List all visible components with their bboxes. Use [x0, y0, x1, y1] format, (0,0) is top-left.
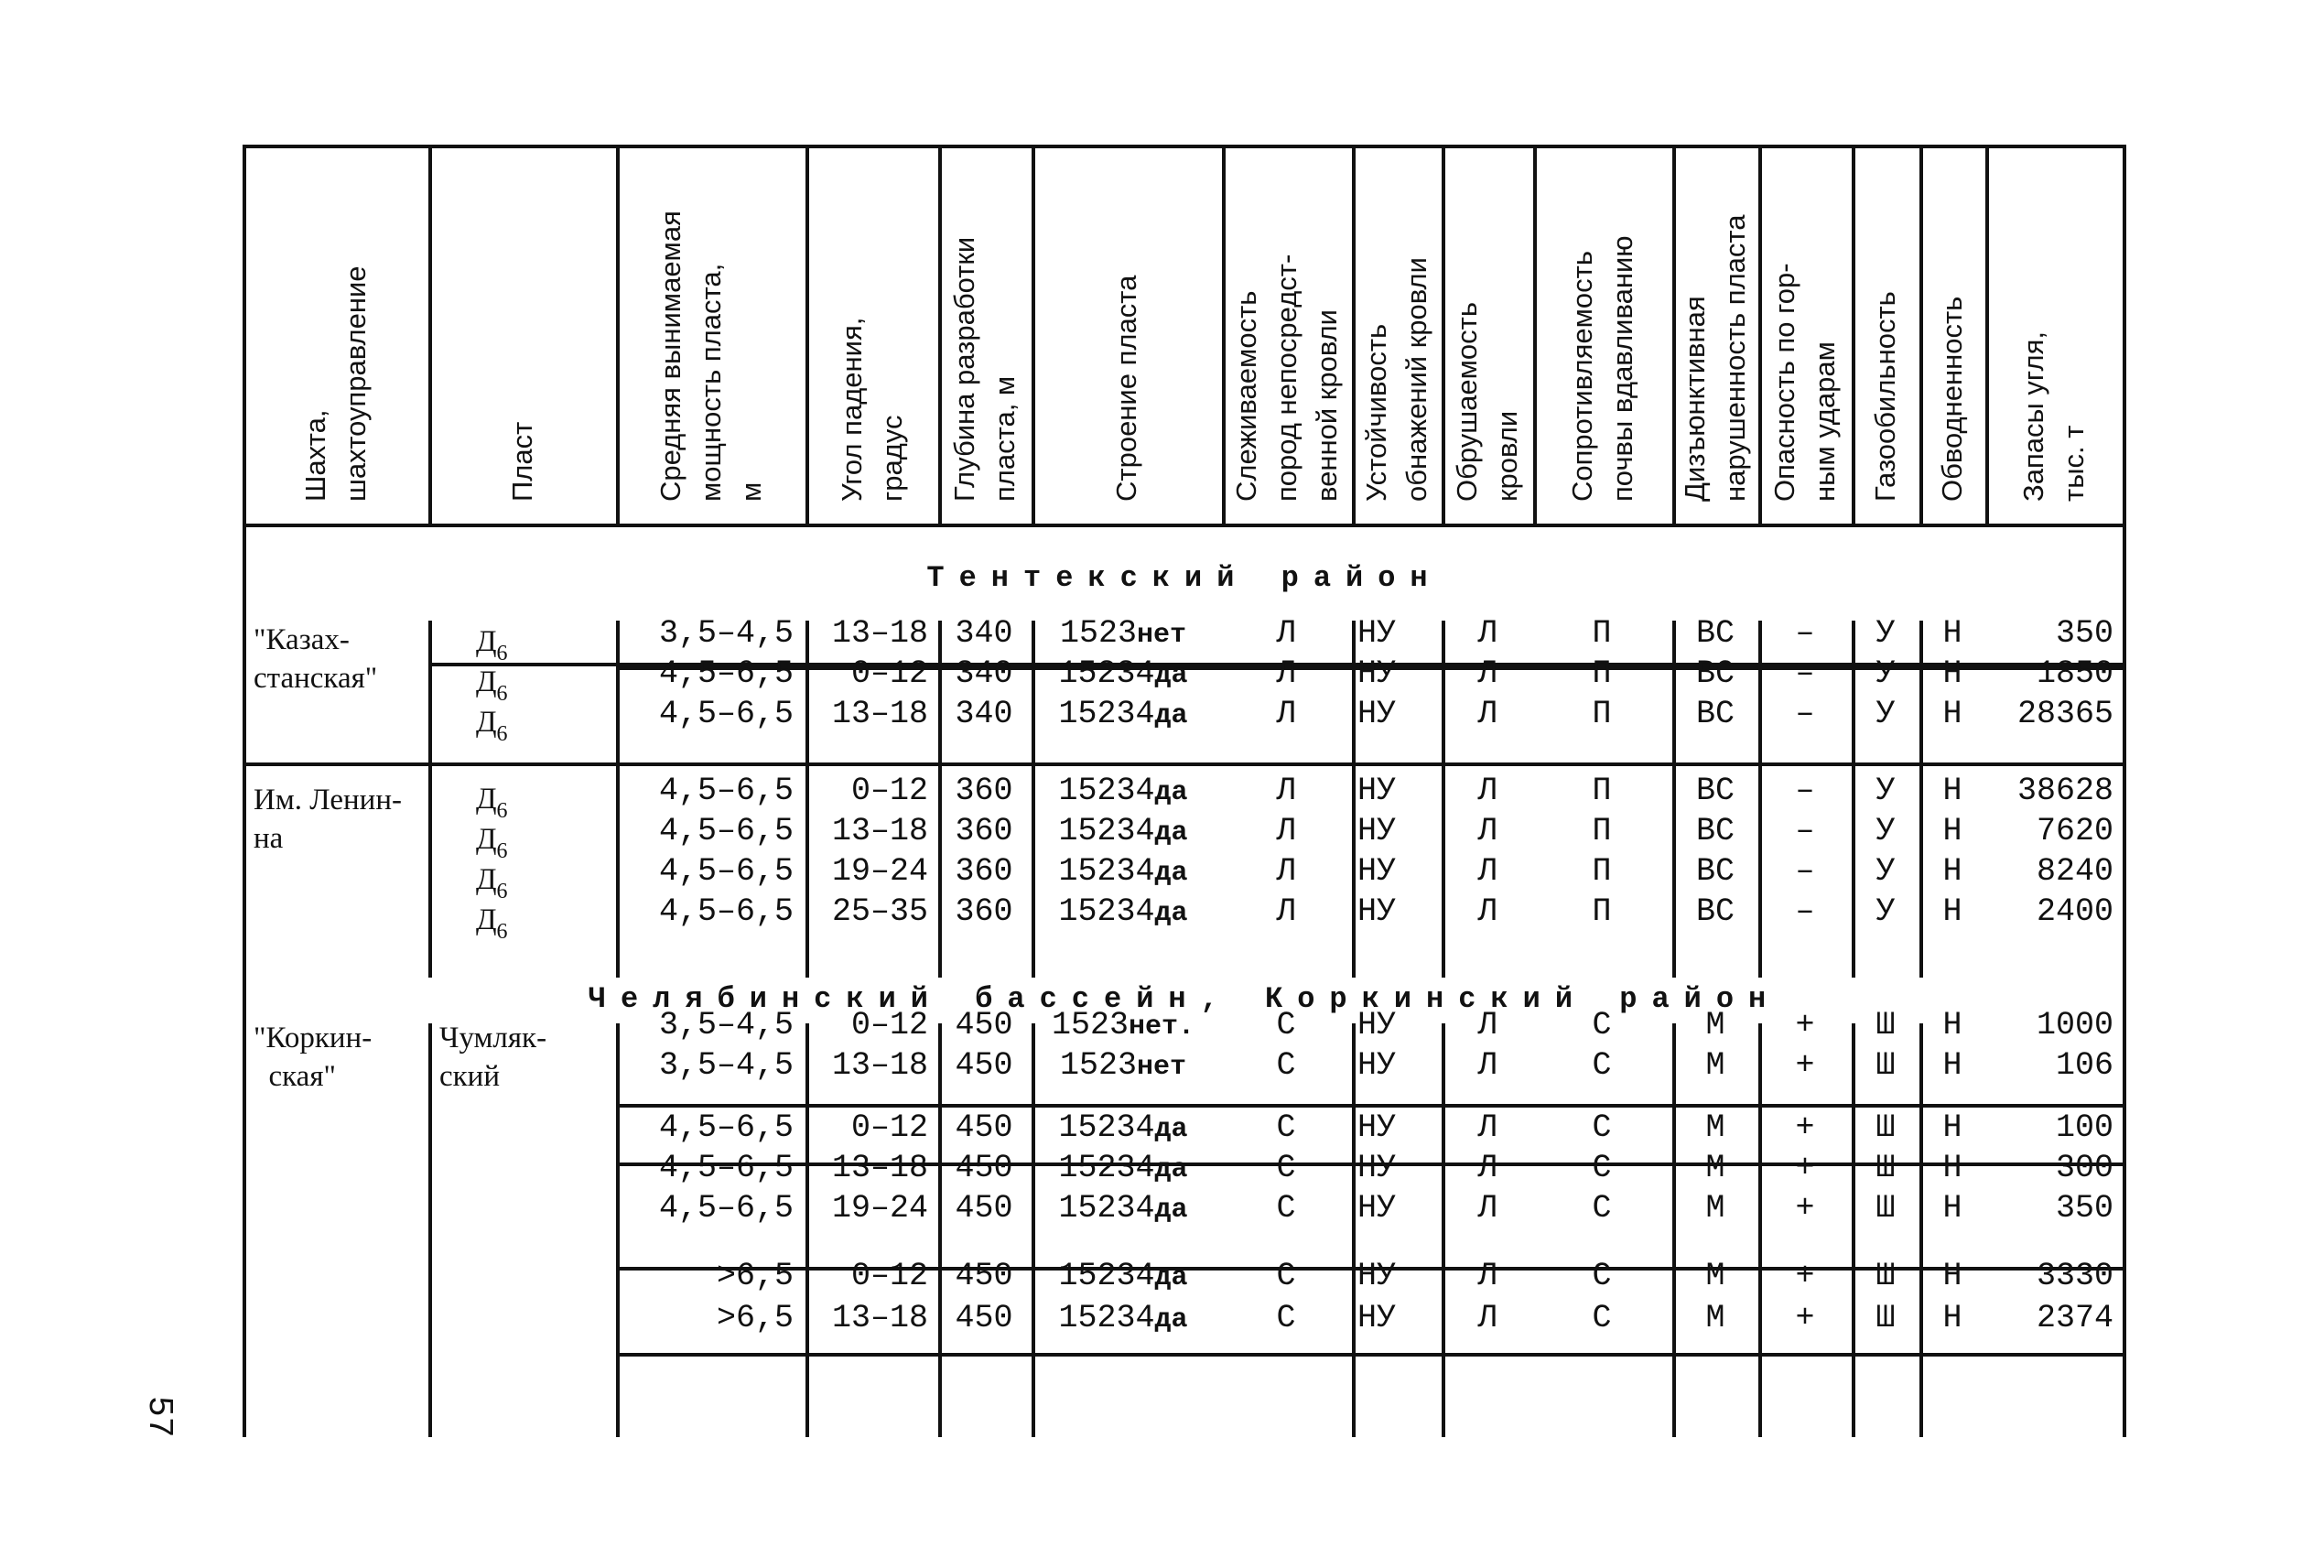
table-cell: С: [1592, 1258, 1612, 1294]
body-col-rule: [1442, 621, 1445, 978]
table-cell: С: [1276, 1300, 1296, 1336]
table-cell: М: [1705, 1047, 1725, 1084]
body-col-rule: [1352, 621, 1356, 978]
table-cell: 1000: [2036, 1007, 2113, 1044]
structure-cell: [1032, 1108, 1215, 1150]
table-cell: С: [1592, 1190, 1612, 1227]
header-cell-0: Шахта, шахтоуправление: [298, 265, 372, 502]
table-cell: Л: [1276, 655, 1296, 692]
table-cell: М: [1705, 1300, 1725, 1336]
body-col-rule: [1919, 621, 1923, 978]
table-cell: Ш: [1875, 1150, 1896, 1186]
table-cell: 19–24: [831, 1190, 928, 1227]
table-cell: 450: [955, 1300, 1013, 1336]
body-col-rule: [805, 621, 809, 978]
table-cell: 0–12: [850, 773, 928, 809]
structure-code: 15234: [1058, 696, 1155, 732]
table-cell: 13–18: [831, 1047, 928, 1084]
table-cell: С: [1276, 1258, 1296, 1294]
table-cell: НУ: [1357, 1150, 1397, 1186]
table-cell: ВС: [1695, 853, 1735, 890]
table-cell: –: [1795, 893, 1815, 930]
table-cell: 100: [2055, 1109, 2113, 1146]
seam-subscript: 6: [496, 799, 508, 823]
table-cell: Л: [1477, 1258, 1497, 1294]
table-cell: 4,5–6,5: [658, 853, 794, 890]
mine-name: "Казах- станская": [254, 623, 378, 695]
body-col-rule: [1672, 621, 1676, 978]
table-cell: 450: [955, 1007, 1013, 1044]
body-col-rule: [1758, 621, 1762, 978]
table-cell: 350: [2055, 615, 2113, 652]
table-cell: 7620: [2036, 813, 2113, 849]
table-cell: НУ: [1357, 773, 1397, 809]
structure-code: 1523: [1059, 1047, 1137, 1084]
structure-flag: да: [1154, 1262, 1188, 1293]
table-cell: Н: [1942, 893, 1962, 930]
body-col-rule: [428, 621, 432, 978]
table-cell: 13–18: [831, 813, 928, 849]
table-cell: Л: [1477, 773, 1497, 809]
header-cell-11: Опасность по гор- ным ударам: [1768, 263, 1841, 502]
structure-cell: [1032, 1005, 1215, 1047]
structure-code: 15234: [1058, 813, 1155, 849]
header-cell-9: Сопротивляемость почвы вдавливанию: [1566, 235, 1638, 502]
table-cell: 340: [955, 615, 1013, 652]
structure-code: 1523: [1059, 615, 1137, 652]
table-cell: НУ: [1357, 655, 1397, 692]
table-cell: 28365: [2016, 696, 2113, 732]
table-cell: М: [1705, 1258, 1725, 1294]
table-cell: Ш: [1875, 1007, 1896, 1044]
structure-flag: да: [1154, 1154, 1188, 1185]
table-cell: 2374: [2036, 1300, 2113, 1336]
body-col-rule: [1919, 1023, 1923, 1437]
body-col-rule: [938, 621, 942, 978]
structure-flag: да: [1154, 1304, 1188, 1336]
table-cell: 360: [955, 813, 1013, 849]
header-cell-12: Газообильность: [1869, 291, 1901, 502]
body-col-rule: [616, 621, 620, 978]
body-col-rule: [243, 527, 246, 1437]
table-cell: Н: [1942, 813, 1962, 849]
table-cell: Н: [1942, 655, 1962, 692]
table-cell: Н: [1942, 1109, 1962, 1146]
header-cell-2: Средняя вынимаемая мощность пласта, м: [654, 211, 767, 502]
table-cell: НУ: [1357, 853, 1397, 890]
header-cell-1: Пласт: [505, 421, 538, 502]
body-col-rule: [1352, 1023, 1356, 1437]
page-number: 57: [139, 1396, 178, 1438]
table-cell: –: [1795, 615, 1815, 652]
structure-flag: нет.: [1129, 1011, 1195, 1043]
structure-code: 1523: [1051, 1007, 1129, 1044]
table-cell: Л: [1276, 696, 1296, 732]
table-cell: 3,5–4,5: [658, 1047, 794, 1084]
table-cell: –: [1795, 813, 1815, 849]
table-cell: Л: [1477, 853, 1497, 890]
table-cell: Л: [1276, 773, 1296, 809]
structure-cell: [1032, 1188, 1215, 1230]
body-col-rule: [1852, 621, 1855, 978]
table-cell: 340: [955, 696, 1013, 732]
table-cell: М: [1705, 1190, 1725, 1227]
structure-flag: да: [1154, 777, 1188, 808]
table-cell: П: [1592, 773, 1612, 809]
body-col-rule: [1442, 1023, 1445, 1437]
table-cell: Л: [1477, 1047, 1497, 1084]
table-cell: С: [1276, 1150, 1296, 1186]
data-table: [243, 145, 2126, 1437]
structure-flag: нет: [1137, 620, 1187, 651]
table-cell: У: [1875, 615, 1896, 652]
header-cell-6: Слеживаемость пород непосредст- венной кровли: [1230, 254, 1343, 502]
table-cell: Л: [1477, 1190, 1497, 1227]
structure-flag: нет: [1137, 1052, 1187, 1083]
structure-code: 15234: [1058, 1109, 1155, 1146]
table-cell: У: [1875, 773, 1896, 809]
table-cell: НУ: [1357, 1258, 1397, 1294]
table-cell: П: [1592, 655, 1612, 692]
table-cell: Н: [1942, 773, 1962, 809]
table-cell: +: [1795, 1190, 1815, 1227]
table-cell: Л: [1477, 813, 1497, 849]
table-cell: С: [1276, 1047, 1296, 1084]
table-cell: НУ: [1357, 1190, 1397, 1227]
table-cell: Л: [1276, 813, 1296, 849]
mine-name: "Коркин- ская": [254, 1022, 373, 1093]
structure-cell: [1032, 1148, 1215, 1190]
seam-label: [476, 901, 508, 951]
table-cell: НУ: [1357, 1047, 1397, 1084]
table-cell: Л: [1477, 1150, 1497, 1186]
table-cell: 450: [955, 1258, 1013, 1294]
table-cell: Ш: [1875, 1047, 1896, 1084]
structure-cell: [1032, 1256, 1215, 1298]
table-cell: НУ: [1357, 615, 1397, 652]
structure-cell: [1032, 811, 1215, 853]
structure-code: 15234: [1058, 655, 1155, 692]
table-cell: 0–12: [850, 655, 928, 692]
table-cell: ВС: [1695, 773, 1735, 809]
table-cell: +: [1795, 1007, 1815, 1044]
table-cell: 3,5–4,5: [658, 615, 794, 652]
body-col-rule: [616, 1023, 620, 1437]
table-cell: >6,5: [716, 1300, 794, 1336]
table-cell: 13–18: [831, 615, 928, 652]
table-cell: +: [1795, 1047, 1815, 1084]
structure-flag: да: [1154, 858, 1188, 889]
structure-code: 15234: [1058, 1190, 1155, 1227]
structure-code: 15234: [1058, 1258, 1155, 1294]
table-cell: +: [1795, 1300, 1815, 1336]
table-cell: +: [1795, 1109, 1815, 1146]
table-cell: 4,5–6,5: [658, 1109, 794, 1146]
table-cell: НУ: [1357, 813, 1397, 849]
structure-flag: да: [1154, 817, 1188, 849]
table-cell: 38628: [2016, 773, 2113, 809]
table-cell: Н: [1942, 1190, 1962, 1227]
table-cell: ВС: [1695, 615, 1735, 652]
structure-flag: да: [1154, 700, 1188, 731]
table-cell: ВС: [1695, 655, 1735, 692]
structure-code: 15234: [1058, 1300, 1155, 1336]
table-cell: С: [1592, 1047, 1612, 1084]
table-cell: 2400: [2036, 893, 2113, 930]
body-col-rule: [938, 1023, 942, 1437]
table-cell: НУ: [1357, 1300, 1397, 1336]
table-cell: >6,5: [716, 1258, 794, 1294]
header-cell-3: Угол падения, градус: [835, 317, 908, 502]
structure-cell: [1032, 694, 1215, 736]
structure-cell: [1032, 892, 1215, 934]
table-cell: Л: [1477, 615, 1497, 652]
table-cell: П: [1592, 813, 1612, 849]
table-cell: 13–18: [831, 1150, 928, 1186]
table-cell: 350: [2055, 1190, 2113, 1227]
table-cell: 3,5–4,5: [658, 1007, 794, 1044]
header-cell-10: Дизъюнктивная нарушенность пласта: [1679, 214, 1751, 502]
table-cell: У: [1875, 893, 1896, 930]
seam-letter: Д: [476, 625, 497, 658]
table-cell: ВС: [1695, 696, 1735, 732]
header-cell-5: Строение пласта: [1110, 275, 1142, 502]
body-col-rule: [1852, 1023, 1855, 1437]
table-cell: 106: [2055, 1047, 2113, 1084]
table-cell: Л: [1477, 655, 1497, 692]
table-cell: У: [1875, 655, 1896, 692]
table-cell: Ш: [1875, 1300, 1896, 1336]
structure-code: 15234: [1058, 773, 1155, 809]
table-cell: У: [1875, 853, 1896, 890]
table-cell: 3330: [2036, 1258, 2113, 1294]
table-cell: Ш: [1875, 1258, 1896, 1294]
header-cell-4: Глубина разработки пласта, м: [948, 236, 1021, 502]
table-cell: Ш: [1875, 1109, 1896, 1146]
table-cell: +: [1795, 1150, 1815, 1186]
table-cell: Н: [1942, 615, 1962, 652]
table-cell: С: [1276, 1007, 1296, 1044]
seam-subscript: 6: [496, 642, 508, 665]
mine-name: Им. Ленин- на: [254, 784, 402, 855]
structure-cell: [1032, 613, 1215, 655]
table-cell: 0–12: [850, 1258, 928, 1294]
table-cell: П: [1592, 853, 1612, 890]
table-cell: Н: [1942, 1258, 1962, 1294]
body-row-rule: [243, 762, 2126, 766]
structure-flag: да: [1154, 1114, 1188, 1145]
table-cell: 13–18: [831, 1300, 928, 1336]
structure-flag: да: [1154, 898, 1188, 929]
header-cell-8: Обрушаемость кровли: [1451, 301, 1523, 502]
table-cell: –: [1795, 696, 1815, 732]
table-cell: С: [1592, 1300, 1612, 1336]
table-cell: Л: [1276, 853, 1296, 890]
table-cell: У: [1875, 696, 1896, 732]
table-cell: М: [1705, 1150, 1725, 1186]
seam-subscript: 6: [496, 722, 508, 746]
seam-letter: Д: [476, 903, 497, 936]
structure-cell: [1032, 771, 1215, 813]
table-cell: 4,5–6,5: [658, 773, 794, 809]
seam-label: [476, 703, 508, 753]
table-cell: НУ: [1357, 696, 1397, 732]
seam-subscript: 6: [496, 839, 508, 863]
structure-cell: [1032, 851, 1215, 893]
seam-label: Чумляк- ский: [439, 1022, 547, 1093]
table-cell: НУ: [1357, 893, 1397, 930]
structure-cell: [1032, 1298, 1215, 1340]
table-cell: 8240: [2036, 853, 2113, 890]
table-cell: 450: [955, 1150, 1013, 1186]
table-cell: –: [1795, 655, 1815, 692]
seam-letter: Д: [476, 783, 497, 816]
table-cell: 4,5–6,5: [658, 1190, 794, 1227]
body-col-rule: [428, 1023, 432, 1437]
seam-letter: Д: [476, 823, 497, 856]
table-cell: Н: [1942, 696, 1962, 732]
header-cell-7: Устойчивость обнажений кровли: [1360, 257, 1432, 502]
table-cell: 4,5–6,5: [658, 813, 794, 849]
body-row-rule: [616, 1353, 2126, 1357]
table-cell: 450: [955, 1109, 1013, 1146]
table-cell: М: [1705, 1109, 1725, 1146]
structure-flag: да: [1154, 660, 1188, 691]
table-cell: НУ: [1357, 1007, 1397, 1044]
table-cell: Л: [1276, 615, 1296, 652]
table-cell: 360: [955, 773, 1013, 809]
table-cell: +: [1795, 1258, 1815, 1294]
table-cell: С: [1276, 1109, 1296, 1146]
seam-subscript: 6: [496, 682, 508, 706]
table-cell: Н: [1942, 1007, 1962, 1044]
table-cell: 450: [955, 1190, 1013, 1227]
table-cell: Н: [1942, 1300, 1962, 1336]
structure-code: 15234: [1058, 1150, 1155, 1186]
seam-subscript: 6: [496, 920, 508, 944]
header-col-rule: [2123, 145, 2126, 527]
table-cell: 450: [955, 1047, 1013, 1084]
seam-letter: Д: [476, 665, 497, 698]
table-cell: Л: [1477, 1007, 1497, 1044]
table-cell: 25–35: [831, 893, 928, 930]
table-cell: 0–12: [850, 1007, 928, 1044]
table-cell: 360: [955, 893, 1013, 930]
table-cell: Л: [1477, 696, 1497, 732]
table-cell: У: [1875, 813, 1896, 849]
structure-cell: [1032, 1045, 1215, 1087]
body-col-rule: [1758, 1023, 1762, 1437]
structure-flag: да: [1154, 1195, 1188, 1226]
table-cell: Л: [1477, 893, 1497, 930]
table-cell: 4,5–6,5: [658, 655, 794, 692]
table-cell: Л: [1276, 893, 1296, 930]
table-cell: 13–18: [831, 696, 928, 732]
table-cell: М: [1705, 1007, 1725, 1044]
table-cell: С: [1592, 1150, 1612, 1186]
table-cell: 4,5–6,5: [658, 1150, 794, 1186]
section-heading: Тентекский район: [926, 561, 1443, 595]
table-cell: НУ: [1357, 1109, 1397, 1146]
section-heading: Челябинский бассейн, Коркинский район: [588, 982, 1781, 1016]
table-cell: 1850: [2036, 655, 2113, 692]
table-cell: 0–12: [850, 1109, 928, 1146]
table-cell: Н: [1942, 853, 1962, 890]
table-cell: С: [1592, 1007, 1612, 1044]
seam-subscript: 6: [496, 880, 508, 903]
table-cell: –: [1795, 773, 1815, 809]
table-cell: Л: [1477, 1109, 1497, 1146]
table-cell: Н: [1942, 1150, 1962, 1186]
table-cell: 300: [2055, 1150, 2113, 1186]
body-col-rule: [805, 1023, 809, 1437]
body-col-rule: [1672, 1023, 1676, 1437]
table-cell: П: [1592, 696, 1612, 732]
structure-cell: [1032, 654, 1215, 696]
table-cell: П: [1592, 615, 1612, 652]
seam-letter: Д: [476, 863, 497, 896]
table-cell: 360: [955, 853, 1013, 890]
table-cell: С: [1592, 1109, 1612, 1146]
table-cell: Н: [1942, 1047, 1962, 1084]
table-cell: 4,5–6,5: [658, 893, 794, 930]
table-cell: –: [1795, 853, 1815, 890]
table-cell: 4,5–6,5: [658, 696, 794, 732]
table-cell: Ш: [1875, 1190, 1896, 1227]
header-cell-14: Запасы угля, тыс. т: [2017, 331, 2090, 502]
structure-code: 15234: [1058, 893, 1155, 930]
table-cell: Л: [1477, 1300, 1497, 1336]
table-cell: С: [1276, 1190, 1296, 1227]
structure-code: 15234: [1058, 853, 1155, 890]
table-cell: П: [1592, 893, 1612, 930]
table-cell: 19–24: [831, 853, 928, 890]
header-cell-13: Обводненность: [1936, 296, 1968, 502]
table-cell: ВС: [1695, 893, 1735, 930]
table-cell: ВС: [1695, 813, 1735, 849]
seam-letter: Д: [476, 706, 497, 739]
table-cell: 340: [955, 655, 1013, 692]
